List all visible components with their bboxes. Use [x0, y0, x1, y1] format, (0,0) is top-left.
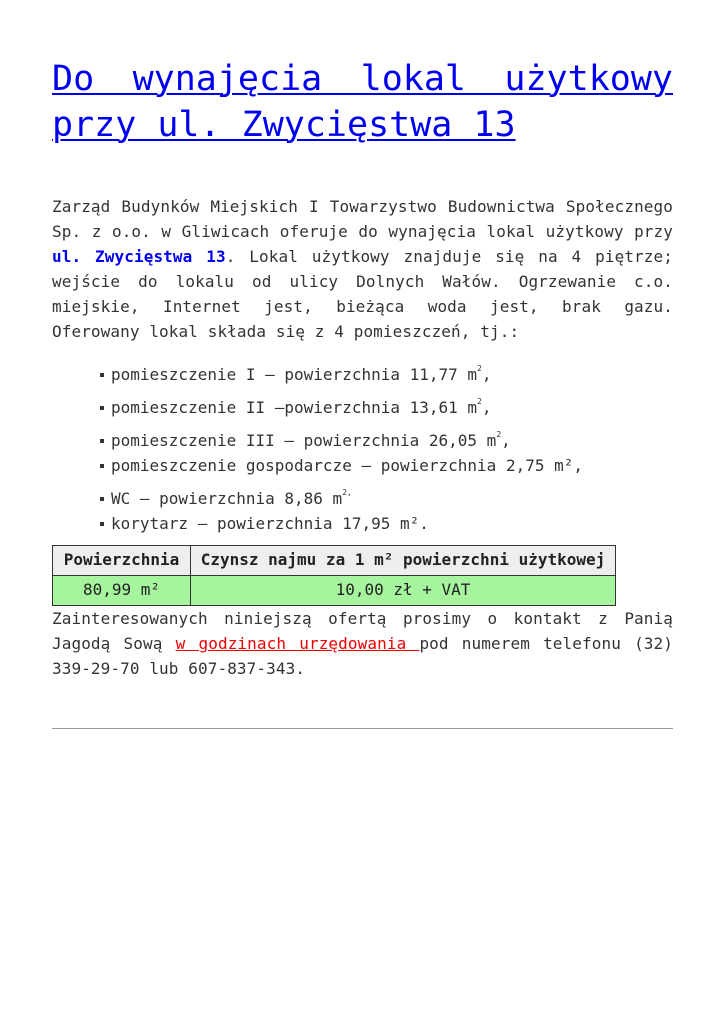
list-item: pomieszczenie III – powierzchnia 26,05 $m^2$,: [99, 428, 673, 453]
header-rent: Czynsz najmu za 1 m² powierzchni użytkowej: [191, 546, 616, 576]
list-item: korytarz – powierzchnia 17,95 m².: [99, 511, 673, 536]
rooms-list: [52, 362, 673, 536]
table-row: [53, 576, 616, 606]
contact-text-end: pod numerem telefonu (32) 339-29-70 lub 607-837-343.: [52, 634, 674, 678]
street-link[interactable]: ul. Zwycięstwa 13: [52, 247, 226, 266]
intro-text-end: . Lokal użytkowy znajduje się na 4 piętrze; wejście do lokalu od ulicy Dolnych Wałów. Ogrzewanie c.o. miejskie, Internet jest, bieżąca woda jest, brak gazu. Oferowany lokal składa się z 4 pomieszczeń, tj.:: [52, 247, 673, 341]
article: [52, 56, 673, 681]
list-item: WC – powierzchnia 8,86 $m^{2,}$: [99, 486, 673, 511]
list-item: pomieszczenie gospodarcze – powierzchnia 2,75 m²,: [99, 453, 673, 478]
divider: [52, 728, 673, 729]
cell-area: 80,99 m²: [53, 576, 191, 606]
cell-rent: 10,00 zł + VAT: [191, 576, 616, 606]
office-hours-link[interactable]: w godzinach urzędowania: [175, 634, 420, 653]
rent-table: [52, 545, 616, 606]
table-header-row: [53, 546, 616, 576]
header-area: Powierzchnia: [53, 546, 191, 576]
title-link[interactable]: Do wynajęcia lokal użytkowy przy ul. Zwycięstwa 13: [52, 59, 673, 145]
contact-text-start: Zainteresowanych niniejszą ofertą prosimy o kontakt z Panią Jagodą Sową: [52, 609, 673, 653]
list-item: pomieszczenie I – powierzchnia 11,77 $m^2$,: [99, 362, 673, 387]
intro-text-start: Zarząd Budynków Miejskich I Towarzystwo Budownictwa Społecznego Sp. z o.o. w Gliwicach oferuje do wynajęcia lokal użytkowy przy: [52, 197, 673, 241]
list-item: pomieszczenie II –powierzchnia 13,61 $m^2$,: [99, 395, 673, 420]
intro-paragraph: [52, 194, 673, 344]
contact-paragraph: [52, 606, 673, 681]
page-title: [52, 56, 673, 148]
